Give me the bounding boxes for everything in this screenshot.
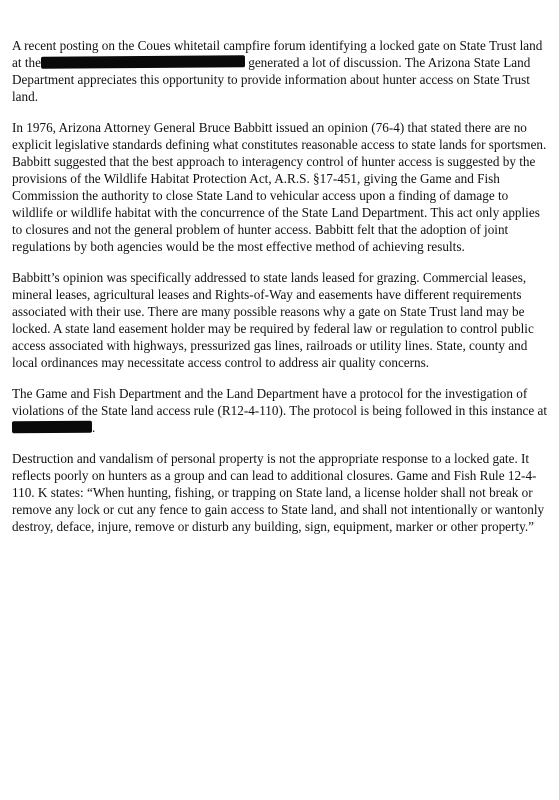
paragraph-babbitt-opinion: In 1976, Arizona Attorney General Bruce Babbitt issued an opinion (76-4) that stated there are no explicit legislative standards defining what constitutes reasonable access to state lands for sportsmen. Babbitt suggested that the best approach to interagency control of hunter access is suggested by the provisions of the Wildlife Habitat Protection Act, A.R.S. §17-451, giving the Game and Fish Commission the authority to close State Land to vehicular access upon a finding of damage to wildlife or wildlife habitat with the concurrence of the State Land Department. This act only applies to closures and not the general problem of hunter access. Babbitt felt that the adoption of joint regulations by both agencies would be the most effective method of achieving results. — [12, 120, 547, 254]
paragraph-vandalism-rule: Destruction and vandalism of personal property is not the appropriate response to a locked gate. It reflects poorly on hunters as a group and can lead to additional closures. Game and Fish Rule 12-4-110. K states: “When hunting, fishing, or trapping on State land, a license holder shall not break or remove any lock or cut any fence to gain access to State land, and shall not intentionally or wantonly destroy, deface, injure, remove or disturb any building, sign, equipment, marker or other property.” — [12, 451, 545, 534]
paragraph-text: A recent posting on the Coues whitetail campfire forum identifying a locked gate on State Trust land at the — [12, 38, 543, 70]
redaction-bar — [12, 421, 92, 434]
paragraph-text: generated a lot of discussion. The Arizona State Land Department appreciates this opportunity to provide information about hunter access on State Trust land. — [12, 55, 531, 104]
document-body — [12, 37, 550, 549]
redaction-bar — [41, 55, 245, 68]
paragraph-protocol — [12, 385, 550, 436]
paragraph-forum-posting — [12, 37, 550, 105]
paragraph-text: . — [92, 420, 96, 435]
paragraph-text: The Game and Fish Department and the Land Department have a protocol for the investigation of violations of the State land access rule (R12-4-110). The protocol is being followed in this instance at — [12, 386, 548, 418]
paragraph-lease-types: Babbitt’s opinion was specifically addressed to state lands leased for grazing. Commercial leases, mineral leases, agricultural leases and Rights-of-Way and easements have different requirements associated with their use. There are many possible reasons why a gate on State Trust land may be locked. A state land easement holder may be required by federal law or regulation to control public access associated with highways, pressurized gas lines, railroads or utility lines. State, county and local ordinances may necessitate access control to address air quality concerns. — [12, 270, 534, 370]
